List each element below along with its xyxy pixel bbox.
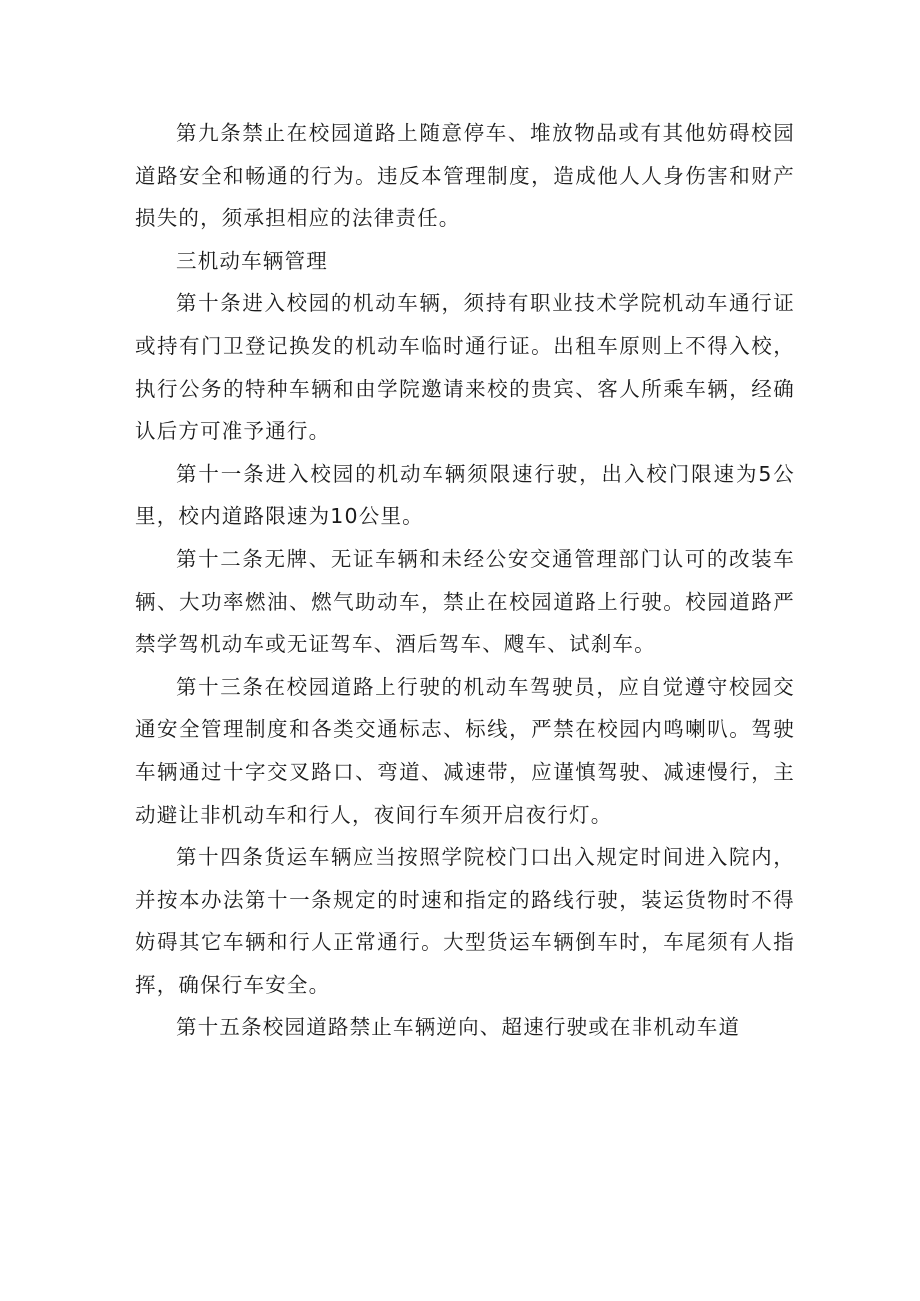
paragraph-article-15: 第十五条校园道路禁止车辆逆向、超速行驶或在非机动车道: [176, 1015, 741, 1040]
paragraph-article-13: 第十三条在校园道路上行驶的机动车驾驶员，应自觉遵守校园交通安全管理制度和各类交通标志、标线，严禁在校园内鸣喇叭。驾驶车辆通过十字交叉路口、弯道、减速带，应谨慎驾驶、减速慢行，主动避让非机动车和行人，夜间行车须开启夜行灯。: [135, 674, 795, 827]
paragraph-article-9: 第九条禁止在校园道路上随意停车、堆放物品或有其他妨碍校园道路安全和畅通的行为。违反本管理制度，造成他人人身伤害和财产损失的，须承担相应的法律责任。: [135, 121, 795, 231]
paragraph-article-10: 第十条进入校园的机动车辆，须持有职业技术学院机动车通行证或持有门卫登记换发的机动车临时通行证。出租车原则上不得入校，执行公务的特种车辆和由学院邀请来校的贵宾、客人所乘车辆，经确认后方可准予通行。: [135, 291, 795, 444]
paragraph-article-14: 第十四条货运车辆应当按照学院校门口出入规定时间进入院内，并按本办法第十一条规定的时速和指定的路线行驶，装运货物时不得妨碍其它车辆和行人正常通行。大型货运车辆倒车时，车尾须有人指挥，确保行车安全。: [135, 845, 795, 997]
paragraph-article-12: 第十二条无牌、无证车辆和未经公安交通管理部门认可的改装车辆、大功率燃油、燃气助动车，禁止在校园道路上行驶。校园道路严禁学驾机动车或无证驾车、酒后驾车、飕车、试刹车。: [135, 546, 795, 657]
section-heading-motor-vehicle-management: 三机动车辆管理: [176, 248, 328, 273]
paragraph-article-11: 第十一条进入校园的机动车辆须限速行驶，出入校门限速为5公里，校内道路限速为10公里。: [135, 461, 795, 529]
document-body: [135, 112, 795, 1049]
